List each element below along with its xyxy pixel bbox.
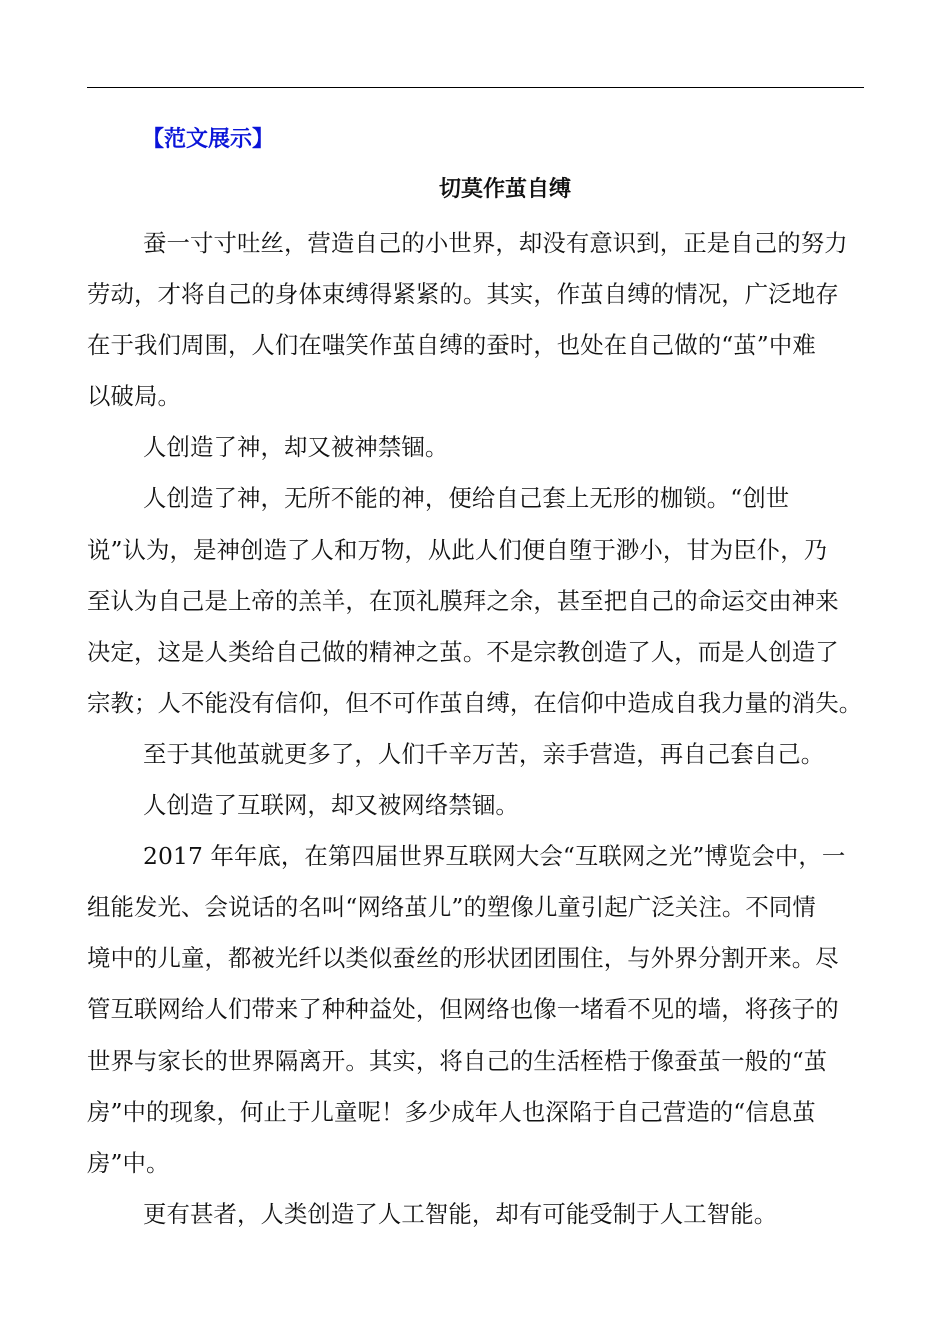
text-line: 蚕一寸寸吐丝，营造自己的小世界，却没有意识到，正是自己的努力 <box>143 229 848 257</box>
text-line: 宗教；人不能没有信仰，但不可作茧自缚，在信仰中造成自我力量的消失。 <box>87 688 863 717</box>
text-line: 人创造了互联网，却又被网络禁锢。 <box>143 791 519 820</box>
text-line: 2017 年年底，在第四届世界互联网大会“互联网之光”博览会中，一 <box>143 842 846 871</box>
text-line: 世界与家长的世界隔离开。其实，将自己的生活桎梏于像蚕茧一般的“茧 <box>87 1046 828 1075</box>
text-line: 至认为自己是上帝的羔羊，在顶礼膜拜之余，甚至把自己的命运交由神来 <box>87 586 839 615</box>
header-rule <box>87 87 864 88</box>
text-line: 劳动，才将自己的身体束缚得紧紧的。其实，作茧自缚的情况，广泛地存 <box>87 280 839 309</box>
text-line: 更有甚者，人类创造了人工智能，却有可能受制于人工智能。 <box>143 1199 778 1228</box>
text-line: 房”中的现象，何止于儿童呢！多少成年人也深陷于自己营造的“信息茧 <box>87 1097 816 1126</box>
text-line: 决定，这是人类给自己做的精神之茧。不是宗教创造了人，而是人创造了 <box>87 637 839 666</box>
text-line: 说”认为，是神创造了人和万物，从此人们便自堕于渺小，甘为臣仆，乃 <box>87 535 828 564</box>
essay-body <box>87 218 867 1240</box>
text-line: 以破局。 <box>87 382 181 411</box>
section-label: 【范文展示】 <box>142 127 275 152</box>
text-line: 人创造了神，无所不能的神，便给自己套上无形的枷锁。“创世 <box>143 484 790 513</box>
text-line: 人创造了神，却又被神禁锢。 <box>143 433 449 462</box>
text-line: 管互联网给人们带来了种种益处，但网络也像一堵看不见的墙，将孩子的 <box>87 995 839 1024</box>
text-line: 境中的儿童，都被光纤以类似蚕丝的形状团团围住，与外界分割开来。尽 <box>87 944 839 973</box>
text-line: 在于我们周围，人们在嗤笑作茧自缚的蚕时，也处在自己做的“茧”中难 <box>87 331 816 360</box>
text-line: 至于其他茧就更多了，人们千辛万苦，亲手营造，再自己套自己。 <box>143 739 825 768</box>
text-line: 房”中。 <box>87 1148 170 1177</box>
text-line: 组能发光、会说话的名叫“网络茧儿”的塑像儿童引起广泛关注。不同情 <box>87 893 816 922</box>
essay-title: 切莫作茧自缚 <box>438 177 571 202</box>
